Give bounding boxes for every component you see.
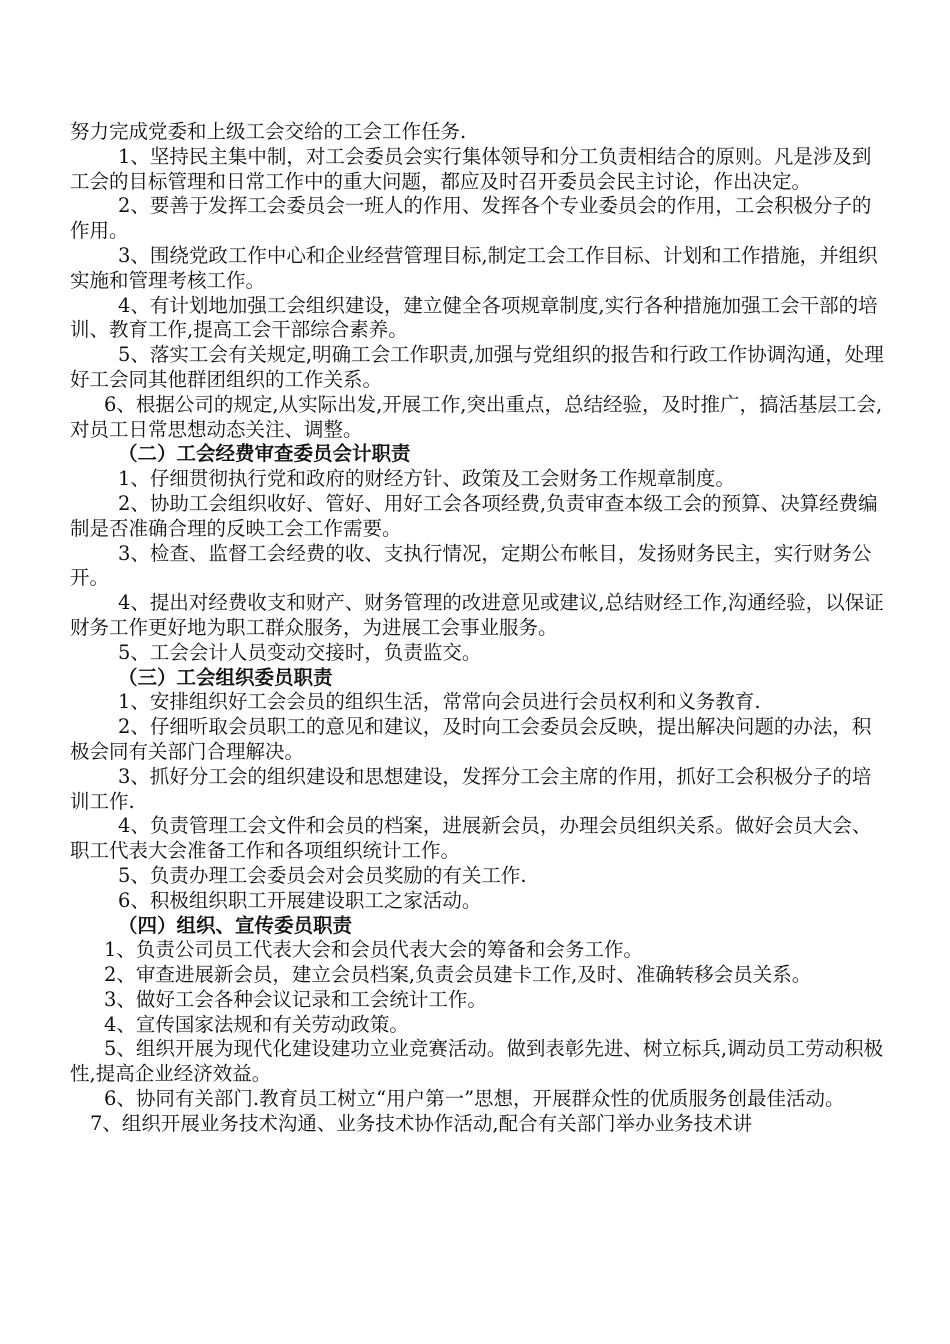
paragraph: 1、安排组织好工会会员的组织生活，常常向会员进行会员权利和义务教育. <box>118 690 761 714</box>
paragraph: 5、工会会计人员变动交接时，负责监交。 <box>118 640 482 664</box>
section-heading: （三）工会组织委员职责 <box>118 665 333 689</box>
paragraph: 1、负责公司员工代表大会和会员代表大会的筹备和会务工作。 <box>104 938 643 962</box>
paragraph: 7、组织开展业务技术沟通、业务技术协作活动,配合有关部门举办业务技术讲 <box>90 1111 753 1135</box>
paragraph: 5、落实工会有关规定,明确工会工作职责,加强与党组织的报告和行政工作协调沟通，处理好工会同其他群团组织的工作关系。 <box>70 343 884 391</box>
paragraph: 2、要善于发挥工会委员会一班人的作用、发挥各个专业委员会的作用，工会积极分子的作用。 <box>70 194 872 243</box>
section-heading: （四）组织、宣传委员职责 <box>118 913 353 937</box>
paragraph: 4、宣传国家法规和有关劳动政策。 <box>104 1012 409 1036</box>
paragraph: 2、审查进展新会员，建立会员档案,负责会员建卡工作,及时、准确转移会员关系。 <box>104 963 812 987</box>
paragraph: 3、做好工会各种会议记录和工会统计工作。 <box>104 987 487 1011</box>
paragraph: 6、积极组织职工开展建设职工之家活动。 <box>118 888 482 912</box>
paragraph: 4、提出对经费收支和财产、财务管理的改进意见或建议,总结财经工作,沟通经验，以保证财务工作更好地为职工群众服务，为进展工会事业服务。 <box>70 591 884 639</box>
paragraph: 1、仔细贯彻执行党和政府的财经方针、政策及工会财务工作规章制度。 <box>118 467 735 491</box>
paragraph: 6、协同有关部门.教育员工树立“用户第一”思想，开展群众性的优质服务创最佳活动。 <box>104 1087 845 1111</box>
paragraph: 5、组织开展为现代化建设建功立业竞赛活动。做到表彰先进、树立标兵,调动员工劳动积极性,提高企业经济效益。 <box>70 1037 884 1086</box>
paragraph: 4、有计划地加强工会组织建设，建立健全各项规章制度,实行各种措施加强工会干部的培训、教育工作,提高工会干部综合素养。 <box>70 293 878 342</box>
paragraph: 6、根据公司的规定,从实际出发,开展工作,突出重点，总结经验，及时推广，搞活基层工会,对员工日常思想动态关注、调整。 <box>70 392 883 441</box>
paragraph: 4、负责管理工会文件和会员的档案，进展新会员，办理会员组织关系。做好会员大会、职工代表大会准备工作和各项组织统计工作。 <box>70 814 872 863</box>
paragraph: 2、协助工会组织收好、管好、用好工会各项经费,负责审查本级工会的预算、决算经费编制是否准确合理的反映工会工作需要。 <box>70 491 878 540</box>
paragraph: 3、抓好分工会的组织建设和思想建设，发挥分工会主席的作用，抓好工会积极分子的培训工作. <box>70 764 872 813</box>
paragraph: 3、检查、监督工会经费的收、支执行情况，定期公布帐目，发扬财务民主，实行财务公开。 <box>70 541 872 590</box>
section-heading: （二）工会经费审查委员会计职责 <box>118 442 411 466</box>
paragraph: 努力完成党委和上级工会交给的工会工作任务. <box>70 120 467 143</box>
document-page <box>70 120 885 1137</box>
paragraph: 1、坚持民主集中制，对工会委员会实行集体领导和分工负责相结合的原则。凡是涉及到工会的目标管理和日常工作中的重大问题，都应及时召开委员会民主讨论，作出决定。 <box>70 144 872 193</box>
paragraph: 5、负责办理工会委员会对会员奖励的有关工作. <box>118 863 527 887</box>
paragraph: 3、围绕党政工作中心和企业经营管理目标,制定工会工作目标、计划和工作措施，并组织实施和管理考核工作。 <box>70 243 878 292</box>
paragraph: 2、仔细听取会员职工的意见和建议，及时向工会委员会反映，提出解决问题的办法，积极会同有关部门合理解决。 <box>70 715 872 763</box>
